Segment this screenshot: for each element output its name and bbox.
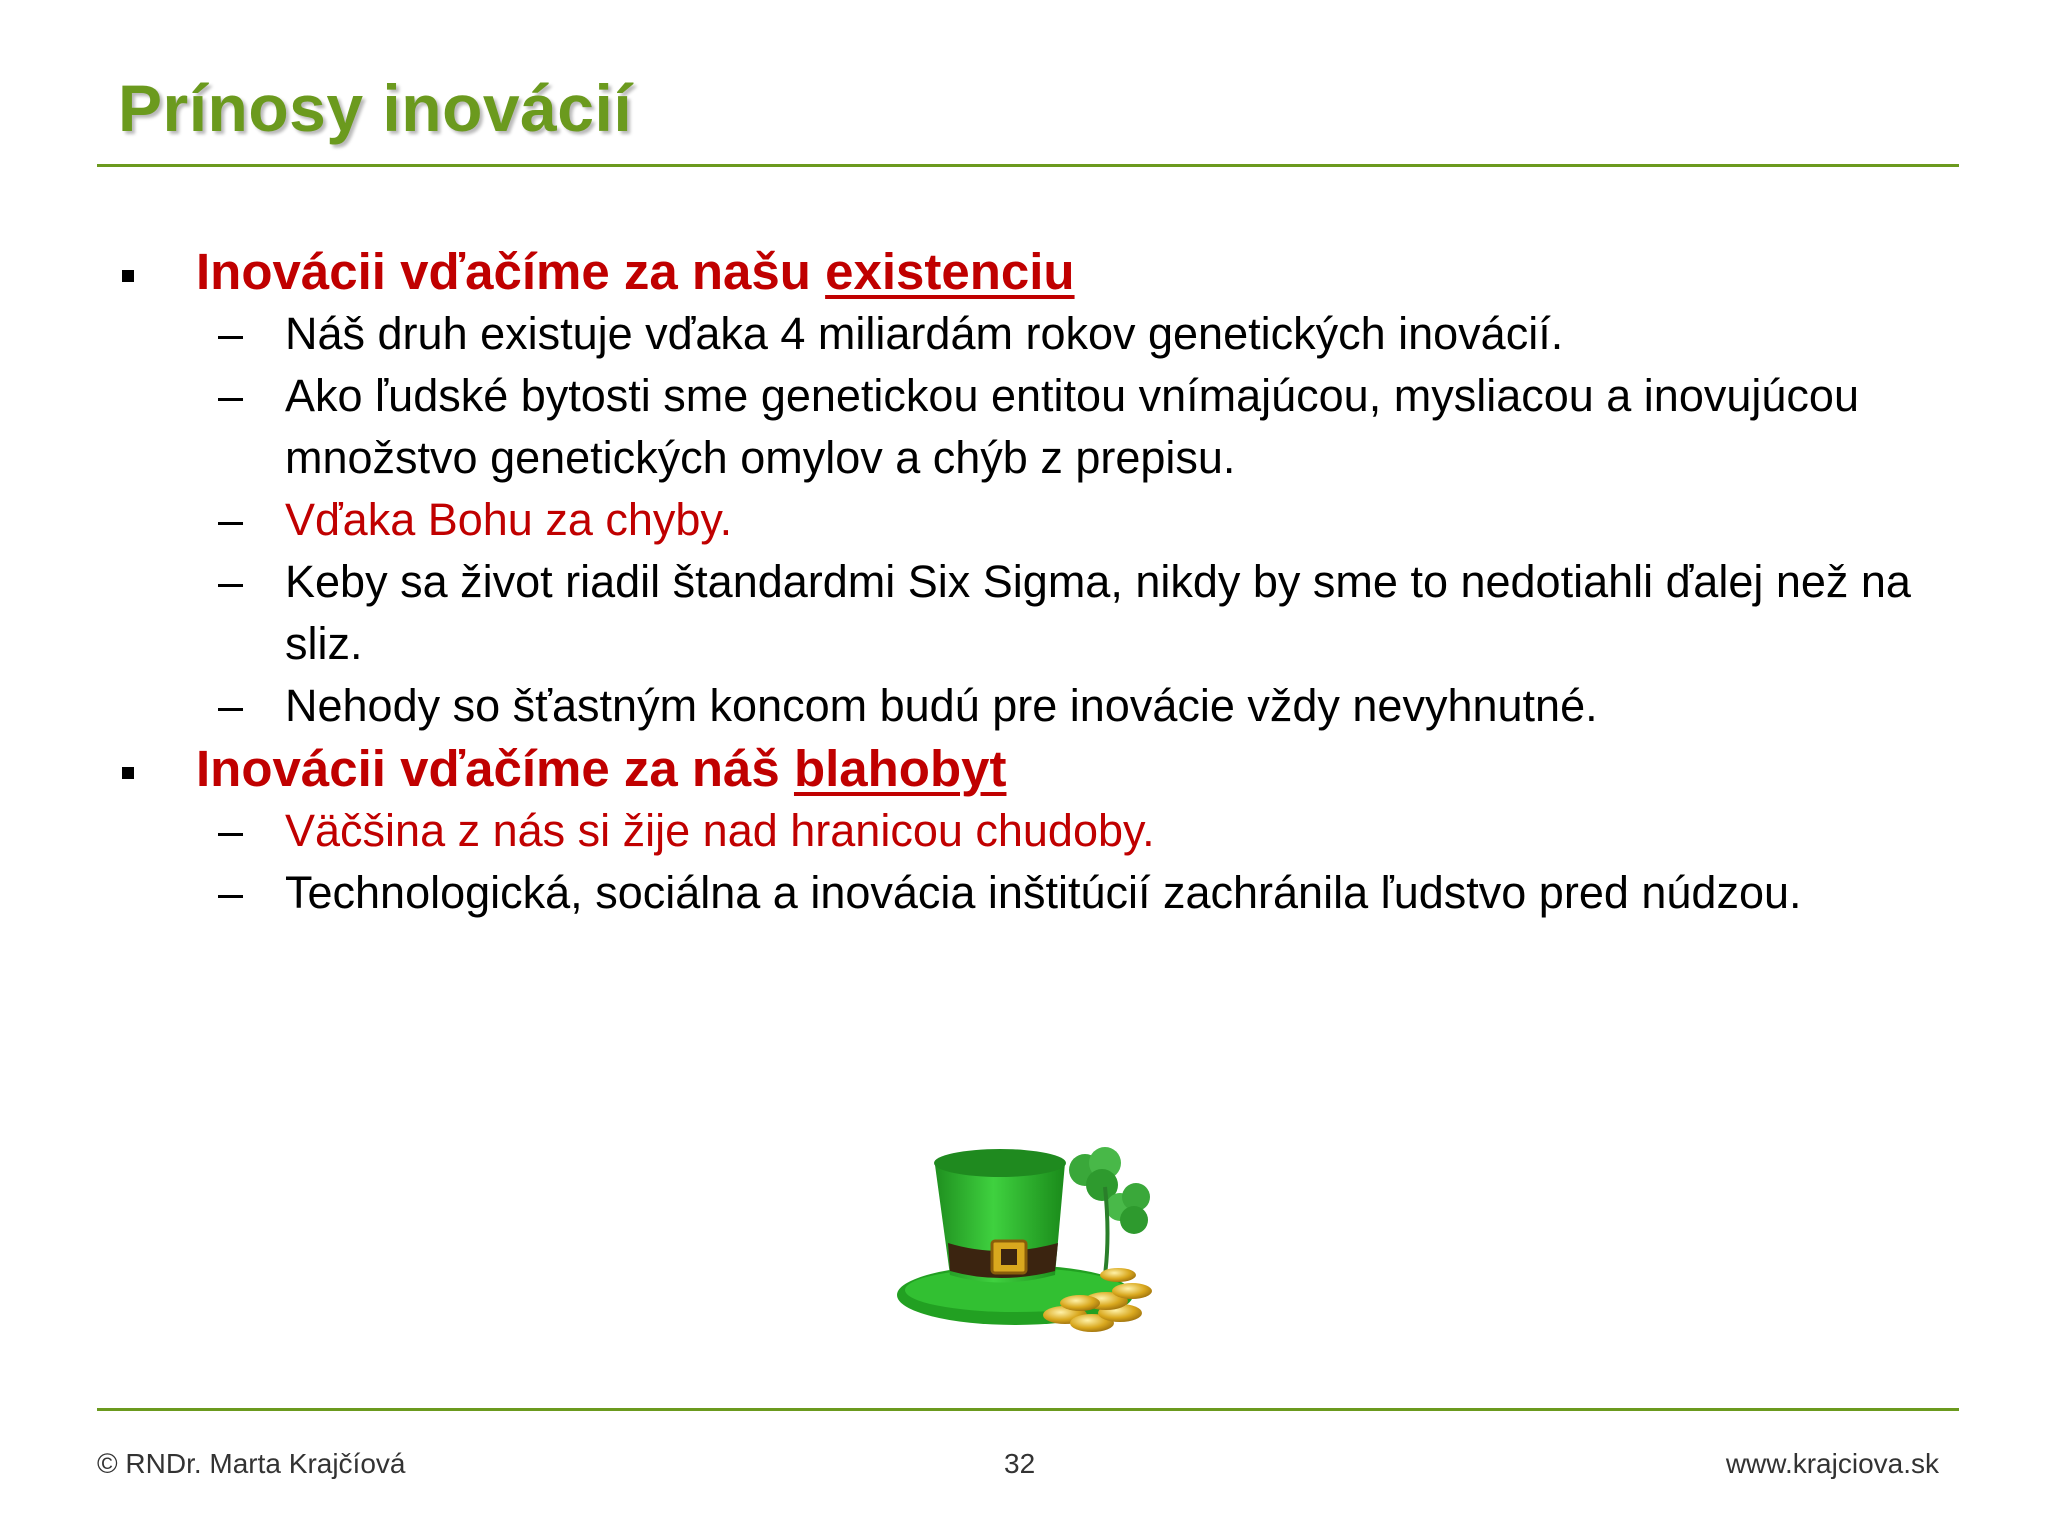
dash-icon: – bbox=[218, 494, 244, 545]
sub-bullet-genetic-innovations bbox=[118, 303, 1918, 365]
dash-icon: – bbox=[218, 805, 244, 856]
sub-bullet-text: Nehody so šťastným koncom budú pre inovácie vždy nevyhnutné. bbox=[285, 680, 1598, 731]
footer-divider bbox=[97, 1408, 1959, 1411]
sub-bullet-above-poverty bbox=[118, 800, 1918, 862]
sub-bullet-text: Ako ľudské bytosti sme genetickou entitou vnímajúcou, mysliacou a inovujúcou množstvo genetických omylov a chýb z prepisu. bbox=[285, 370, 1859, 483]
bullet-heading-emphasis: blahobyt bbox=[793, 740, 1007, 797]
footer-website: www.krajciova.sk bbox=[1725, 1448, 1939, 1479]
sub-bullet-human-beings bbox=[118, 365, 1918, 489]
bullet-prosperity bbox=[118, 737, 1918, 800]
sub-bullet-text: Technologická, sociálna a inovácia inštitúcií zachránila ľudstvo pred núdzou. bbox=[285, 867, 1802, 918]
bullet-heading-text: Inovácii vďačíme za našu bbox=[196, 243, 826, 300]
dash-icon: – bbox=[218, 308, 244, 359]
dash-icon: – bbox=[218, 370, 244, 421]
bullet-existence bbox=[118, 240, 1918, 303]
leprechaun-hat-illustration bbox=[880, 1125, 1180, 1345]
sub-bullet-text: Keby sa život riadil štandardmi Six Sigma, nikdy by sme to nedotiahli ďalej než na sliz. bbox=[285, 556, 1911, 669]
footer-page-number: 32 bbox=[1004, 1448, 1036, 1479]
sub-bullet-six-sigma bbox=[118, 551, 1918, 675]
sub-bullet-thanks-for-errors bbox=[118, 489, 1918, 551]
dash-icon: – bbox=[218, 680, 244, 731]
footer-author: © RNDr. Marta Krajčíová bbox=[97, 1448, 406, 1479]
dash-icon: – bbox=[218, 867, 244, 918]
sub-bullet-text: Náš druh existuje vďaka 4 miliardám rokov genetických inovácií. bbox=[285, 308, 1564, 359]
title-divider bbox=[97, 164, 1959, 167]
sub-bullet-text: Vďaka Bohu za chyby. bbox=[285, 494, 733, 545]
slide-title: Prínosy inovácií bbox=[118, 71, 633, 145]
slide-content bbox=[118, 240, 1918, 924]
bullet-heading-text: Inovácii vďačíme za náš bbox=[196, 740, 794, 797]
sub-bullet-text: Väčšina z nás si žije nad hranicou chudoby. bbox=[285, 805, 1155, 856]
shamrock-icon bbox=[1069, 1147, 1150, 1275]
sub-bullet-technological-innovation bbox=[118, 862, 1918, 924]
square-bullet-icon bbox=[122, 767, 134, 779]
dash-icon: – bbox=[218, 556, 244, 607]
bullet-heading-emphasis: existenciu bbox=[825, 243, 1075, 300]
sub-bullet-happy-accidents bbox=[118, 675, 1918, 737]
square-bullet-icon bbox=[122, 270, 134, 282]
